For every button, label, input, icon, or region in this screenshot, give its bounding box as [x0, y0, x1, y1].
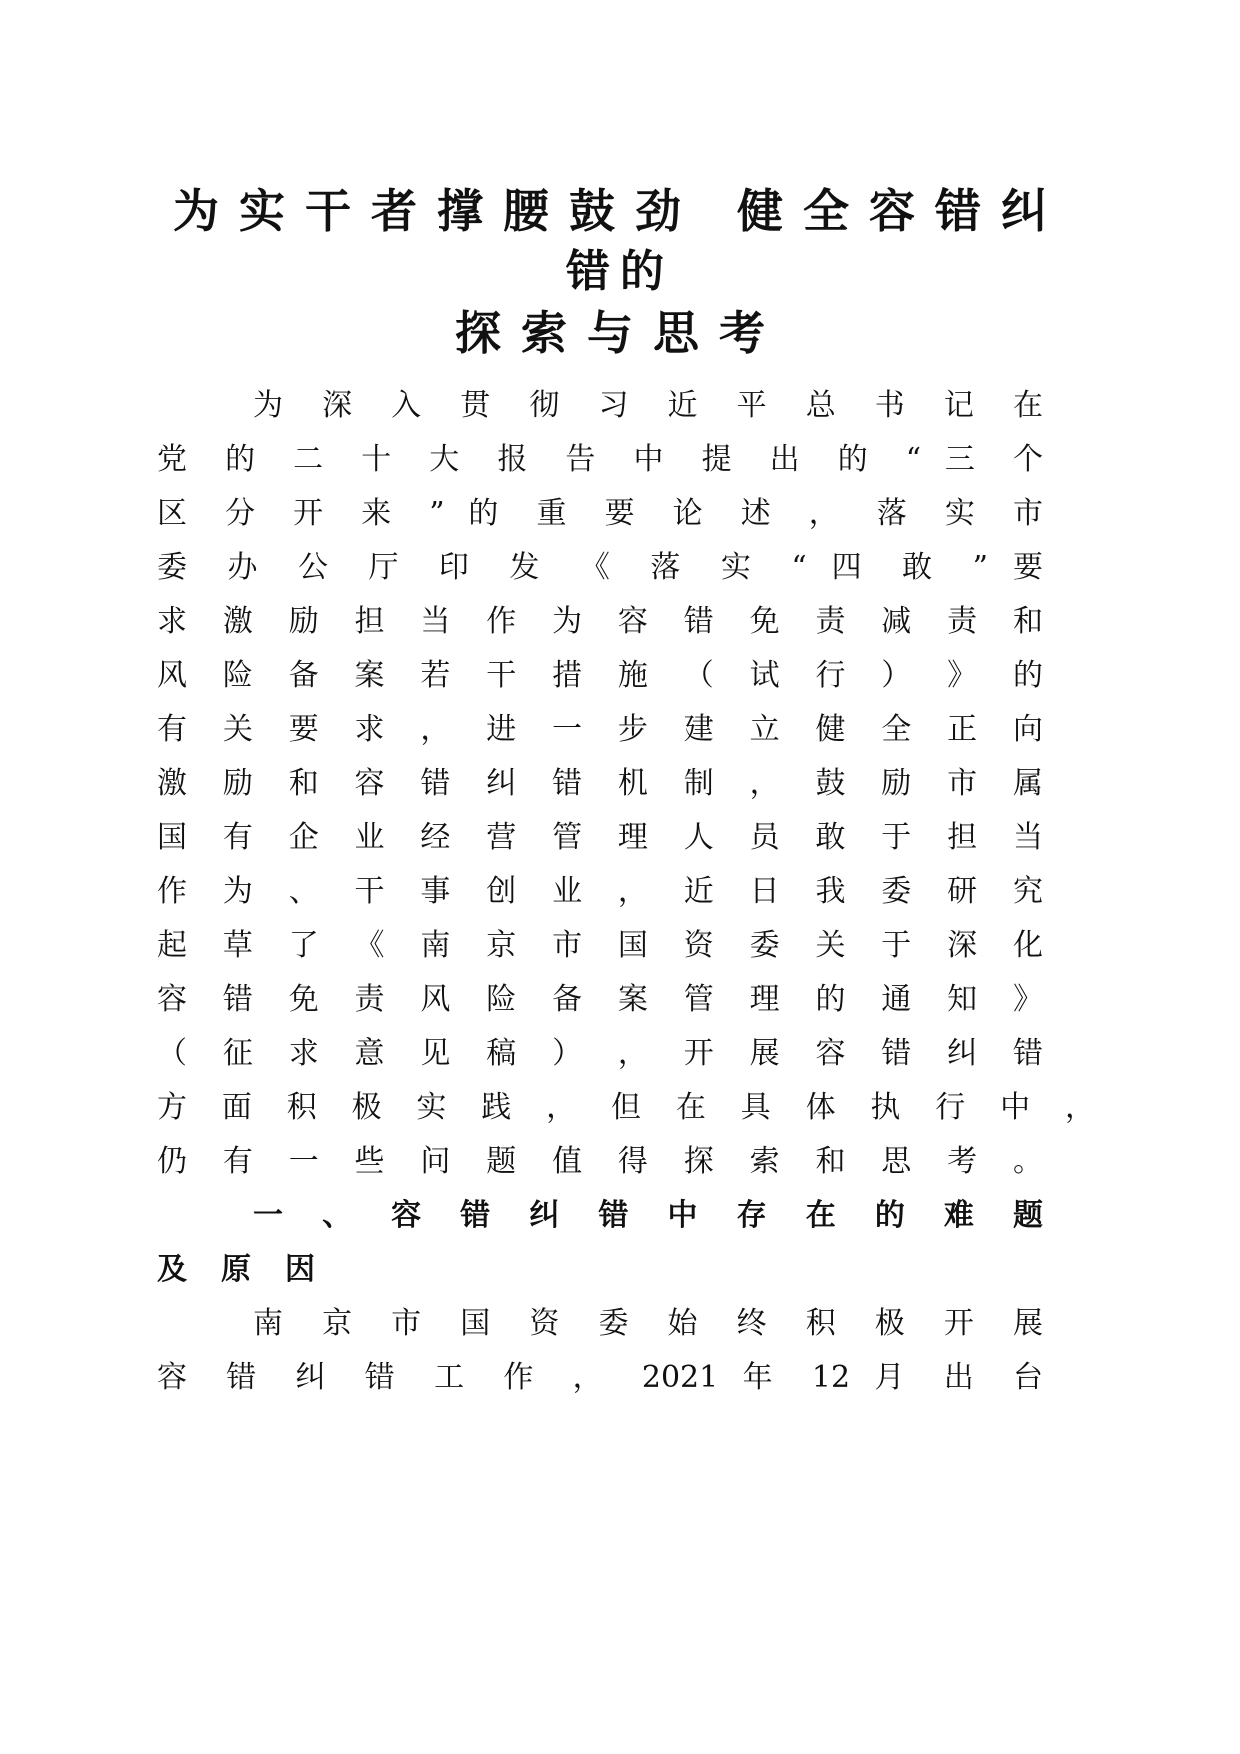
body-line: 有 关 要 求 ， 进 一 步 建 立 健 全 正 向 [157, 712, 1043, 747]
body-line: （ 征 求 意 见 稿 ） ， 开 展 容 错 纠 错 [157, 1036, 1043, 1071]
body-line: 党 的 二 十 大 报 告 中 提 出 的 “ 三 个 [157, 442, 1043, 477]
body-line: 作 为 、 干 事 创 业 ， 近 日 我 委 研 究 [157, 874, 1043, 909]
title-line-3: 探索与思考 [455, 306, 785, 360]
body-line: 国 有 企 业 经 营 管 理 人 员 敢 于 担 当 [157, 820, 1043, 855]
body-line: 区 分 开 来 ” 的 重 要 论 述 ， 落 实 市 [157, 496, 1043, 531]
section-heading: 一 、 容 错 纠 错 中 存 在 的 难 题 [253, 1198, 1043, 1233]
body-line: 起 草 了 《 南 京 市 国 资 委 关 于 深 化 [157, 928, 1043, 963]
body-line: 求 激 励 担 当 作 为 容 错 免 责 减 责 和 [157, 604, 1043, 639]
title-line-1: 为实干者撑腰鼓劲 健全容错纠 [172, 184, 1067, 238]
body-line: 委 办 公 厅 印 发 《 落 实 “ 四 敢 ” 要 [157, 550, 1043, 585]
body-line: 激 励 和 容 错 纠 错 机 制 ， 鼓 励 市 属 [157, 766, 1043, 801]
body-line: 容 错 免 责 风 险 备 案 管 理 的 通 知 》 [157, 982, 1043, 1017]
body-line: 方 面 积 极 实 践 ， 但 在 具 体 执 行 中 ， [157, 1090, 1095, 1125]
section-heading-continued: 及原因 [157, 1252, 349, 1287]
body-line: 为 深 入 贯 彻 习 近 平 总 书 记 在 [253, 388, 1043, 423]
body-line: 风 险 备 案 若 干 措 施 （ 试 行 ） 》 的 [157, 658, 1043, 693]
body-line: 容 错 纠 错 工 作 ， 2021 年 12 月 出 台 [157, 1360, 1043, 1395]
body-line: 南 京 市 国 资 委 始 终 积 极 开 展 [253, 1306, 1043, 1341]
title-line-2: 错的 [566, 246, 674, 297]
body-line: 仍 有 一 些 问 题 值 得 探 索 和 思 考 。 [157, 1144, 1043, 1179]
